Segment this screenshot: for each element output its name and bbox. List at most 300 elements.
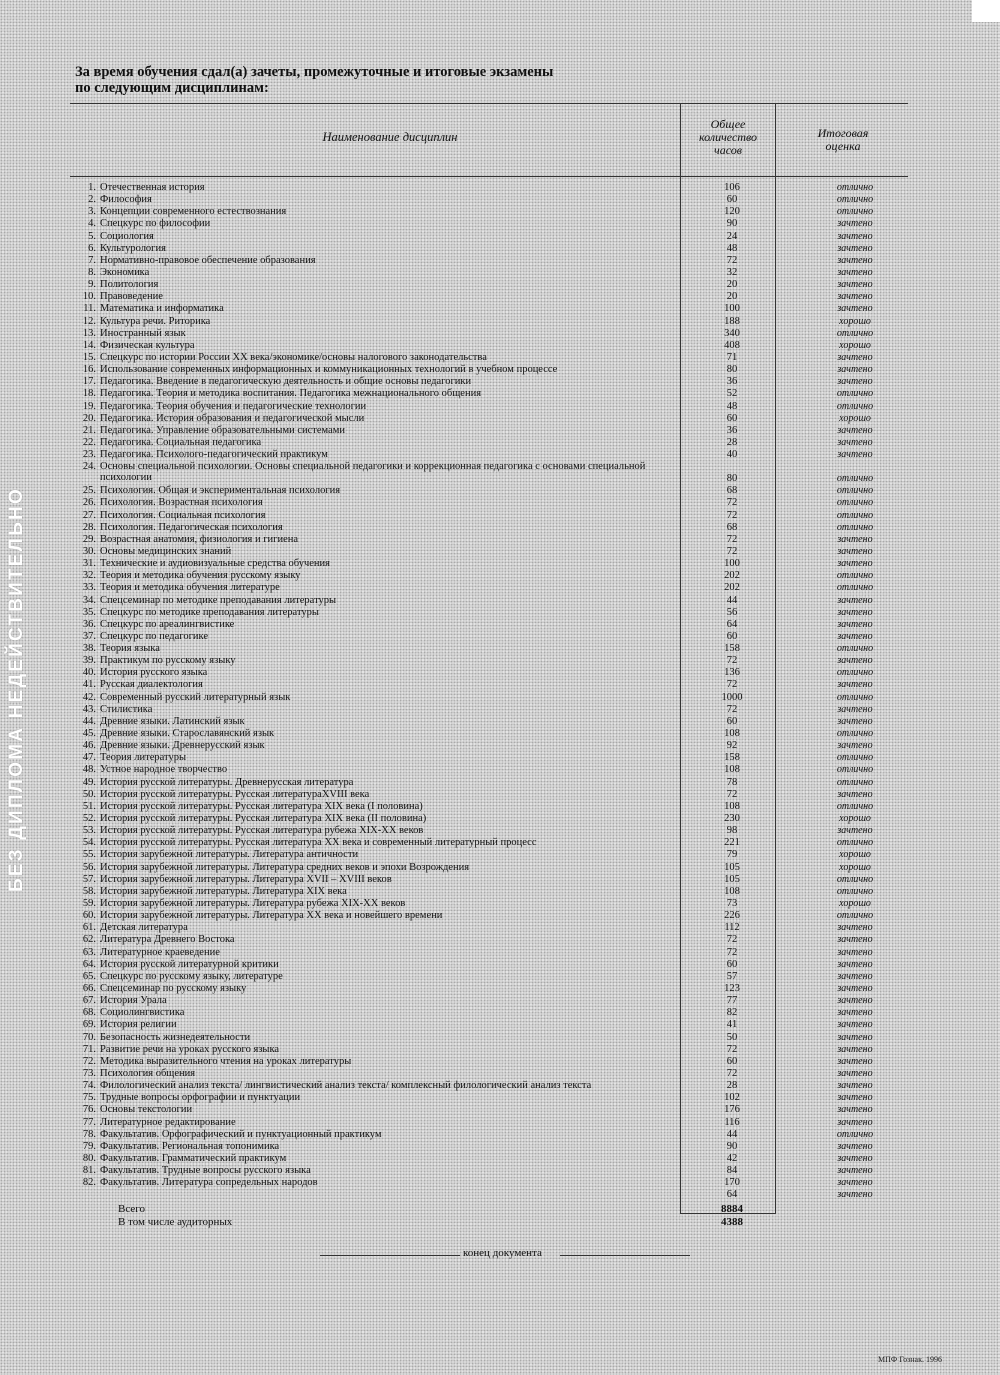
table-row (0, 231, 1000, 243)
table-row (0, 352, 1000, 364)
row-number: 49. (82, 776, 96, 788)
row-number: 3. (88, 206, 96, 218)
row-number: 28. (82, 521, 96, 533)
row-number: 35. (82, 606, 96, 618)
row-number: 51. (82, 800, 96, 812)
table-row (0, 328, 1000, 340)
grade-cell: зачтено (837, 958, 873, 970)
table-row (0, 837, 1000, 849)
table-row (0, 1165, 1000, 1177)
table-row (0, 1177, 1000, 1189)
table-row (0, 801, 1000, 813)
hours-cell: 98 (726, 825, 738, 837)
hours-cell: 68 (726, 485, 738, 497)
hours-cell: 68 (726, 521, 738, 533)
discipline-name: Социология (100, 230, 154, 242)
table-row (0, 643, 1000, 655)
hours-cell: 72 (726, 703, 738, 715)
row-number: 7. (88, 254, 96, 266)
hours-cell: 72 (726, 655, 738, 667)
hours-cell: 72 (726, 497, 738, 509)
discipline-name: Культурология (100, 242, 166, 254)
table-row (0, 716, 1000, 728)
grade-cell: хорошо (839, 898, 871, 910)
hours-cell: 36 (726, 376, 738, 388)
grade-cell: зачтено (837, 1177, 873, 1189)
end-of-document: конец документа (463, 1247, 542, 1259)
table-row (0, 959, 1000, 971)
hours-cell: 82 (726, 1007, 738, 1019)
table-row (0, 558, 1000, 570)
grade-cell: зачтено (837, 1116, 873, 1128)
hours-cell: 32 (726, 266, 738, 278)
grade-cell: отлично (836, 1128, 874, 1140)
end-line-left (320, 1255, 460, 1256)
row-number: 69. (82, 1019, 96, 1031)
discipline-name: Использование современных информационных и коммуникационных технологий в учебном процессе (100, 364, 558, 376)
row-number: 68. (82, 1007, 96, 1019)
row-number: 13. (82, 327, 96, 339)
table-row (0, 983, 1000, 995)
hours-cell: 202 (724, 570, 740, 582)
grade-cell: зачтено (837, 1067, 873, 1079)
grade-cell: зачтено (837, 1019, 873, 1031)
discipline-name: Педагогика. Введение в педагогическую деятельность и общие основы педагогики (100, 376, 472, 388)
discipline-name: История русской литературной критики (100, 958, 279, 970)
table-row (0, 679, 1000, 691)
hours-cell: 60 (726, 630, 738, 642)
auditory-row (0, 1216, 1000, 1229)
row-number: 76. (82, 1104, 96, 1116)
grade-cell: зачтено (837, 558, 873, 570)
row-number: 59. (82, 898, 96, 910)
hours-cell: 230 (724, 813, 740, 825)
table-row (0, 886, 1000, 898)
grade-cell: зачтено (837, 825, 873, 837)
table-row (0, 825, 1000, 837)
row-number: 17. (82, 376, 96, 388)
row-number: 71. (82, 1043, 96, 1055)
grade-cell: отлично (836, 485, 874, 497)
table-header-border (70, 176, 908, 177)
grade-cell: зачтено (837, 934, 873, 946)
table-row (0, 631, 1000, 643)
table-row (0, 1092, 1000, 1104)
table-row (0, 401, 1000, 413)
hours-cell: 50 (726, 1031, 738, 1043)
grade-cell: зачтено (837, 364, 873, 376)
table-row (0, 1129, 1000, 1141)
total-label: Всего (118, 1203, 145, 1215)
hours-cell: 44 (726, 1128, 738, 1140)
hours-cell: 28 (726, 436, 738, 448)
grade-cell: зачтено (837, 1031, 873, 1043)
table-row (0, 413, 1000, 425)
grade-cell: зачтено (837, 254, 873, 266)
side-warning-label: БЕЗ ДИПЛОМА НЕДЕЙСТВИТЕЛЬНО (6, 487, 27, 893)
hours-cell: 72 (726, 254, 738, 266)
discipline-name: Спецкурс по философии (100, 218, 211, 230)
row-number: 78. (82, 1128, 96, 1140)
row-number: 43. (82, 703, 96, 715)
discipline-name: Психология. Возрастная психология (100, 497, 263, 509)
table-row (0, 995, 1000, 1007)
grade-cell: зачтено (837, 1007, 873, 1019)
hours-cell: 84 (726, 1165, 738, 1177)
row-number: 2. (88, 194, 96, 206)
hours-cell: 221 (724, 837, 740, 849)
discipline-name: Спецкурс по русскому языку, литературе (100, 970, 283, 982)
table-row (0, 910, 1000, 922)
grade-cell: зачтено (837, 922, 873, 934)
table-row (0, 947, 1000, 959)
discipline-name: История зарубежной литературы. Литература рубежа XIX-XX веков (100, 898, 406, 910)
row-number: 45. (82, 728, 96, 740)
table-row (0, 704, 1000, 716)
discipline-name: История русской литературы. Русская литература рубежа XIX-XX веков (100, 825, 424, 837)
hours-cell: 73 (726, 898, 738, 910)
discipline-name: История русской литературы. Древнерусская литература (100, 776, 354, 788)
grade-cell: отлично (836, 521, 874, 533)
table-row (0, 922, 1000, 934)
table-row (0, 849, 1000, 861)
hours-cell: 92 (726, 740, 738, 752)
grade-cell: отлично (836, 776, 874, 788)
table-row (0, 461, 1000, 485)
row-number: 50. (82, 788, 96, 800)
heading-line-2: по следующим дисциплинам: (75, 80, 269, 96)
row-number: 56. (82, 861, 96, 873)
discipline-name: Основы текстологии (100, 1104, 193, 1116)
grade-cell: зачтено (837, 1165, 873, 1177)
hours-cell: 28 (726, 1080, 738, 1092)
table-row (0, 1032, 1000, 1044)
row-number: 46. (82, 740, 96, 752)
table-row (0, 425, 1000, 437)
row-number: 40. (82, 667, 96, 679)
grade-cell: зачтено (837, 715, 873, 727)
grade-cell: зачтено (837, 995, 873, 1007)
grade-cell: зачтено (837, 655, 873, 667)
grade-cell: зачтено (837, 618, 873, 630)
row-number: 23. (82, 449, 96, 461)
hours-cell: 105 (724, 873, 740, 885)
grade-cell: зачтено (837, 606, 873, 618)
hours-cell: 60 (726, 715, 738, 727)
table-row (0, 898, 1000, 910)
discipline-name: Факультатив. Трудные вопросы русского языка (100, 1165, 311, 1177)
grade-cell: зачтено (837, 279, 873, 291)
grade-cell: зачтено (837, 533, 873, 545)
discipline-name: История русского языка (100, 667, 208, 679)
hours-cell: 36 (726, 424, 738, 436)
discipline-name: История зарубежной литературы. Литература XX века и новейшего времени (100, 910, 443, 922)
table-row (0, 291, 1000, 303)
grade-cell: зачтено (837, 545, 873, 557)
hours-cell: 56 (726, 606, 738, 618)
discipline-name: Развитие речи на уроках русского языка (100, 1043, 280, 1055)
discipline-name: Педагогика. История образования и педагогической мысли (100, 412, 365, 424)
row-number: 5. (88, 230, 96, 242)
hours-cell: 102 (724, 1092, 740, 1104)
grade-cell: хорошо (839, 849, 871, 861)
grade-cell: отлично (836, 728, 874, 740)
hours-cell: 100 (724, 303, 740, 315)
table-row (0, 934, 1000, 946)
hours-cell: 408 (724, 339, 740, 351)
row-number: 25. (82, 485, 96, 497)
heading-line-1: За время обучения сдал(а) зачеты, промежуточные и итоговые экзамены (75, 64, 554, 80)
hours-cell: 60 (726, 958, 738, 970)
table-row (0, 206, 1000, 218)
discipline-name: История русской литературы. Русская литература XX века и современный литературный процесс (100, 837, 537, 849)
discipline-name: Спецкурс по методике преподавания литературы (100, 606, 319, 618)
table-top-border (70, 103, 908, 104)
hours-cell: 72 (726, 509, 738, 521)
row-number: 82. (82, 1177, 96, 1189)
totals-block (0, 1203, 1000, 1229)
grade-cell: отлично (836, 885, 874, 897)
discipline-name: Факультатив. Грамматический практикум (100, 1152, 287, 1164)
hours-cell: 72 (726, 533, 738, 545)
grade-cell: зачтено (837, 788, 873, 800)
table-row (0, 874, 1000, 886)
grade-cell: отлично (836, 473, 874, 485)
discipline-name: История зарубежной литературы. Литература XIX века (100, 885, 347, 897)
row-number: 52. (82, 813, 96, 825)
hours-cell: 78 (726, 776, 738, 788)
row-number: 60. (82, 910, 96, 922)
discipline-name: Теория литературы (100, 752, 186, 764)
hours-cell: 202 (724, 582, 740, 594)
table-row (0, 522, 1000, 534)
grade-cell: зачтено (837, 449, 873, 461)
grade-cell: зачтено (837, 230, 873, 242)
discipline-name: История русской литературы. Русская литература XIX века (II половина) (100, 813, 427, 825)
hours-cell: 52 (726, 388, 738, 400)
table-row (0, 534, 1000, 546)
document-heading (75, 64, 675, 96)
auditory-hours: 4388 (721, 1216, 743, 1228)
grade-cell: отлично (836, 764, 874, 776)
discipline-name: Безопасность жизнедеятельности (100, 1031, 251, 1043)
discipline-name: Психология общения (100, 1067, 196, 1079)
row-number: 6. (88, 242, 96, 254)
discipline-name: Методика выразительного чтения на уроках литературы (100, 1055, 352, 1067)
row-number: 55. (82, 849, 96, 861)
row-number: 57. (82, 873, 96, 885)
grade-cell: зачтено (837, 376, 873, 388)
discipline-name: Педагогика. Управление образовательными системами (100, 424, 346, 436)
table-row (0, 607, 1000, 619)
table-row (0, 1117, 1000, 1129)
row-number: 38. (82, 643, 96, 655)
table-row (0, 1141, 1000, 1153)
table-row (0, 1189, 1000, 1201)
grade-cell: отлично (836, 752, 874, 764)
scan-edge (972, 0, 1000, 22)
discipline-name: История зарубежной литературы. Литература средних веков и эпохи Возрождения (100, 861, 470, 873)
discipline-name: Теория языка (100, 643, 160, 655)
printer-mark: МПФ Гознак. 1996 (877, 1355, 942, 1364)
table-row (0, 267, 1000, 279)
table-row (0, 194, 1000, 206)
row-number: 66. (82, 983, 96, 994)
row-number: 37. (82, 630, 96, 642)
table-row (0, 1019, 1000, 1031)
table-row (0, 971, 1000, 983)
table-row (0, 740, 1000, 752)
discipline-name: Спецкурс по истории России XX века/экономике/основы налогового законодательства (100, 351, 487, 363)
grade-cell: отлично (836, 643, 874, 655)
table-row (0, 570, 1000, 582)
discipline-name: Спецкурс по педагогике (100, 630, 208, 642)
grade-cell: зачтено (837, 1189, 873, 1201)
row-number: 54. (82, 837, 96, 849)
row-number: 75. (82, 1092, 96, 1104)
table-row (0, 255, 1000, 267)
row-number: 53. (82, 825, 96, 837)
discipline-name: Иностранный язык (100, 327, 186, 339)
hours-cell: 90 (726, 1140, 738, 1152)
discipline-name: Спецсеминар по методике преподавания литературы (100, 594, 337, 606)
table-row (0, 182, 1000, 194)
discipline-name: Культура речи. Риторика (100, 315, 211, 327)
hours-cell: 60 (726, 412, 738, 424)
discipline-name: Психология. Общая и экспериментальная психология (100, 485, 341, 497)
row-number: 34. (82, 594, 96, 606)
grade-cell: зачтено (837, 1092, 873, 1104)
discipline-name: Педагогика. Теория обучения и педагогические технологии (100, 400, 367, 412)
column-header-hours: Общее количество часов (698, 117, 758, 157)
discipline-name: Литературное редактирование (100, 1116, 236, 1128)
discipline-name: Отечественная история (100, 182, 205, 193)
grade-cell: отлично (836, 194, 874, 206)
table-row (0, 279, 1000, 291)
discipline-name: История зарубежной литературы. Литература XVII – XVIII веков (100, 873, 392, 885)
grade-cell: отлично (836, 910, 874, 922)
row-number: 31. (82, 558, 96, 570)
row-number: 11. (83, 303, 96, 315)
table-row (0, 595, 1000, 607)
hours-cell: 100 (724, 558, 740, 570)
discipline-name: Факультатив. Региональная топонимика (100, 1140, 280, 1152)
grade-cell: отлично (836, 497, 874, 509)
grade-cell: отлично (836, 800, 874, 812)
hours-cell: 105 (724, 861, 740, 873)
discipline-name: История зарубежной литературы. Литература античности (100, 849, 359, 861)
hours-cell: 123 (724, 983, 740, 994)
column-header-name: Наименование дисциплин (322, 130, 458, 144)
hours-cell: 108 (724, 764, 740, 776)
row-number: 67. (82, 995, 96, 1007)
hours-cell: 226 (724, 910, 740, 922)
grade-cell: отлично (836, 570, 874, 582)
row-number: 63. (82, 946, 96, 958)
hours-cell: 158 (724, 643, 740, 655)
hours-cell: 112 (724, 922, 740, 934)
grade-cell: зачтено (837, 1104, 873, 1116)
discipline-name: Устное народное творчество (100, 764, 228, 776)
discipline-name: Древние языки. Старославянский язык (100, 728, 275, 740)
auditory-label: В том числе аудиторных (118, 1216, 233, 1228)
row-number: 47. (82, 752, 96, 764)
discipline-name: Древние языки. Древнерусский язык (100, 740, 265, 752)
row-number: 27. (82, 509, 96, 521)
discipline-name: Стилистика (100, 703, 153, 715)
discipline-name: Нормативно-правовое обеспечение образования (100, 254, 316, 266)
table-row (0, 546, 1000, 558)
row-number: 74. (82, 1080, 96, 1092)
hours-cell: 20 (726, 291, 738, 303)
row-number: 77. (82, 1116, 96, 1128)
hours-cell: 90 (726, 218, 738, 230)
discipline-name: Педагогика. Теория и методика воспитания. Педагогика межнационального общения (100, 388, 482, 400)
grade-cell: отлично (836, 873, 874, 885)
discipline-name: Математика и информатика (100, 303, 224, 315)
table-row (0, 243, 1000, 255)
grade-cell: отлично (836, 837, 874, 849)
grade-cell: отлично (836, 509, 874, 521)
discipline-name: Спецсеминар по русскому языку (100, 983, 247, 994)
discipline-name: Трудные вопросы орфографии и пунктуации (100, 1092, 301, 1104)
hours-cell: 71 (726, 351, 738, 363)
table-row (0, 449, 1000, 461)
hours-cell: 106 (724, 182, 740, 193)
grade-cell: хорошо (839, 861, 871, 873)
grade-cell: зачтено (837, 679, 873, 691)
hours-cell: 340 (724, 327, 740, 339)
grade-cell: зачтено (837, 1080, 873, 1092)
grade-cell: отлично (836, 400, 874, 412)
discipline-name: Теория и методика обучения литературе (100, 582, 280, 594)
row-number: 81. (82, 1165, 96, 1177)
grade-cell: зачтено (837, 1043, 873, 1055)
hours-cell: 72 (726, 934, 738, 946)
grade-cell: зачтено (837, 242, 873, 254)
end-line-right (560, 1255, 690, 1256)
table-row (0, 497, 1000, 509)
row-number: 21. (82, 424, 96, 436)
hours-cell: 64 (726, 1189, 738, 1201)
grade-cell: зачтено (837, 351, 873, 363)
row-number: 10. (82, 291, 96, 303)
grade-cell: зачтено (837, 303, 873, 315)
row-number: 42. (82, 691, 96, 703)
hours-cell: 120 (724, 206, 740, 218)
table-row (0, 1153, 1000, 1165)
row-number: 80. (82, 1152, 96, 1164)
table-row (0, 728, 1000, 740)
hours-cell: 42 (726, 1152, 738, 1164)
grade-cell: зачтено (837, 266, 873, 278)
table-row (0, 777, 1000, 789)
table-row (0, 376, 1000, 388)
discipline-name: Педагогика. Психолого-педагогический практикум (100, 449, 328, 461)
discipline-name: Социолингвистика (100, 1007, 185, 1019)
hours-cell: 24 (726, 230, 738, 242)
table-row (0, 510, 1000, 522)
row-number: 14. (82, 339, 96, 351)
hours-cell: 40 (726, 449, 738, 461)
hours-cell: 72 (726, 1067, 738, 1079)
table-row (0, 1044, 1000, 1056)
row-number: 22. (82, 436, 96, 448)
table-row (0, 764, 1000, 776)
table-row (0, 1068, 1000, 1080)
hours-cell: 188 (724, 315, 740, 327)
row-number: 30. (82, 545, 96, 557)
